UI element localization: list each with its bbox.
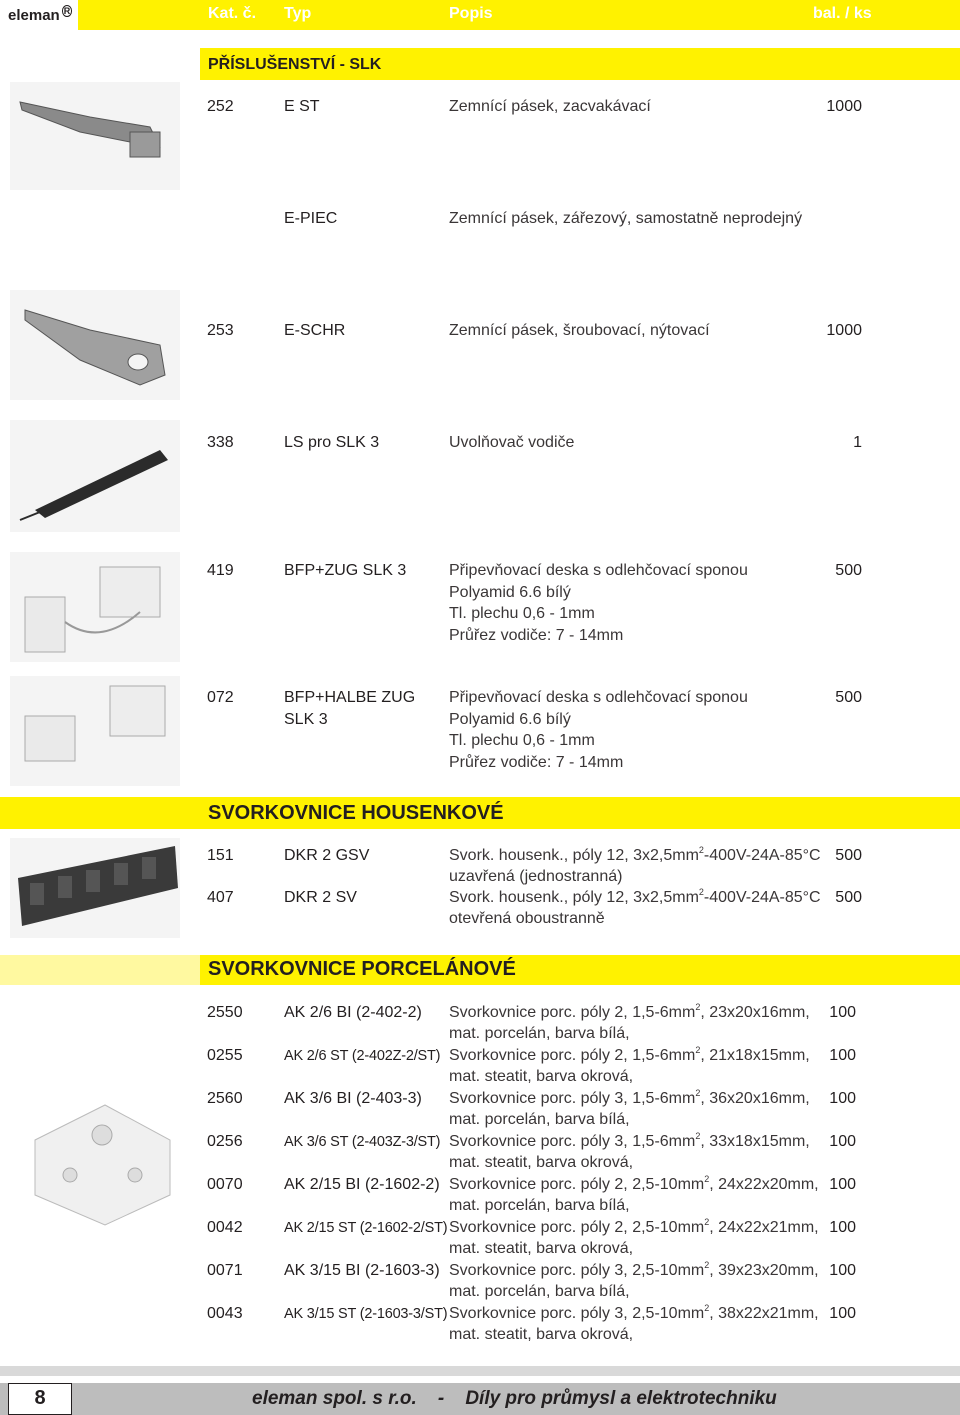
cell-popis: Polyamid 6.6 bílý [449, 584, 571, 601]
cell-bal: 1000 [826, 322, 862, 339]
superscript: 2 [695, 1088, 701, 1098]
footer-company: eleman spol. s r.o. [252, 1388, 417, 1409]
grounding-strip-screw-icon [10, 290, 180, 400]
popis-text: , 36x20x16mm, [700, 1090, 810, 1107]
page-number: 8 [8, 1383, 72, 1415]
column-header-bal: bal. / ks [813, 5, 872, 22]
cell-typ: E ST [284, 98, 320, 115]
cell-popis [449, 1305, 819, 1323]
cell-bal: 100 [829, 1305, 856, 1322]
cell-bal: 100 [829, 1090, 856, 1107]
cell-popis: Tl. plechu 0,6 - 1mm [449, 732, 595, 749]
cell-popis [449, 1219, 819, 1237]
cell-typ-line2: SLK 3 [284, 711, 328, 728]
column-header-typ: Typ [284, 5, 312, 22]
cell-popis [449, 1090, 810, 1108]
brand-logo [0, 0, 78, 30]
cell-kat: 338 [207, 434, 234, 451]
cell-kat: 253 [207, 322, 234, 339]
cell-popis [449, 1262, 819, 1280]
porcelain-terminal-icon [10, 1080, 180, 1230]
cell-popis: mat. steatit, barva okrová, [449, 1326, 634, 1343]
cell-kat: 2550 [207, 1004, 243, 1021]
cell-popis: mat. porcelán, barva bílá, [449, 1025, 630, 1042]
cell-popis: Zemnící pásek, zářezový, samostatně neprodejný [449, 210, 803, 227]
cell-bal: 500 [835, 689, 862, 706]
cell-typ: AK 2/6 BI (2-402-2) [284, 1004, 422, 1021]
popis-text: Svorkovnice porc. póly 2, 1,5-6mm [449, 1004, 696, 1021]
cell-popis [449, 1176, 819, 1194]
cell-kat: 0255 [207, 1047, 243, 1064]
registered-mark: R [63, 6, 71, 16]
cell-bal: 100 [829, 1176, 856, 1193]
cell-popis: Polyamid 6.6 bílý [449, 711, 571, 728]
superscript: 2 [704, 1303, 710, 1313]
cell-bal: 100 [829, 1133, 856, 1150]
cell-popis: uzavřená (jednostranná) [449, 868, 623, 885]
popis-text: , 21x18x15mm, [700, 1047, 810, 1064]
column-header-kat: Kat. č. [208, 5, 257, 22]
footer-divider [0, 1366, 960, 1376]
superscript: 2 [698, 887, 704, 897]
superscript: 2 [704, 1174, 710, 1184]
footer-text [252, 1388, 777, 1410]
product-image-e-st [10, 82, 180, 190]
section-title-porcelanove: SVORKOVNICE PORCELÁNOVÉ [208, 958, 516, 980]
cell-bal: 500 [835, 889, 862, 906]
popis-text: Svorkovnice porc. póly 3, 2,5-10mm [449, 1305, 705, 1322]
superscript: 2 [695, 1131, 701, 1141]
product-image-porcelanove [10, 1080, 180, 1230]
cell-popis: mat. porcelán, barva bílá, [449, 1111, 630, 1128]
popis-text: Svorkovnice porc. póly 3, 2,5-10mm [449, 1262, 705, 1279]
cell-kat: 0043 [207, 1305, 243, 1322]
cell-kat: 419 [207, 562, 234, 579]
cell-popis: mat. steatit, barva okrová, [449, 1068, 634, 1085]
grounding-strip-clip-icon [10, 82, 180, 190]
cell-typ: DKR 2 SV [284, 889, 357, 906]
product-image-housenkove [10, 838, 180, 938]
cell-kat: 072 [207, 689, 234, 706]
cell-typ: LS pro SLK 3 [284, 434, 380, 451]
cell-typ: BFP+HALBE ZUG [284, 689, 416, 706]
cell-typ: AK 3/15 BI (2-1603-3) [284, 1262, 440, 1279]
popis-text: , 23x20x16mm, [700, 1004, 810, 1021]
cell-typ: E-PIEC [284, 210, 338, 227]
cell-bal: 500 [835, 847, 862, 864]
product-image-bfp-halbe-zug [10, 676, 180, 786]
cell-bal: 1 [853, 434, 862, 451]
cell-bal: 100 [829, 1047, 856, 1064]
section-band-mask [0, 48, 200, 80]
superscript: 2 [695, 1045, 701, 1055]
popis-text: , 24x22x21mm, [709, 1219, 819, 1236]
cell-popis: otevřená oboustranně [449, 910, 605, 927]
cell-popis: Tl. plechu 0,6 - 1mm [449, 605, 595, 622]
cell-popis: mat. steatit, barva okrová, [449, 1154, 634, 1171]
popis-text: Svorkovnice porc. póly 2, 1,5-6mm [449, 1047, 696, 1064]
product-image-ls [10, 420, 180, 532]
logo-text: eleman [8, 7, 60, 24]
superscript: 2 [698, 845, 704, 855]
popis-text: Svork. housenk., póly 12, 3x2,5mm [449, 847, 699, 864]
cell-kat: 407 [207, 889, 234, 906]
popis-text: , 38x22x21mm, [709, 1305, 819, 1322]
cell-typ: DKR 2 GSV [284, 847, 370, 864]
cell-typ: E-SCHR [284, 322, 346, 339]
popis-text: -400V-24A-85°C [703, 889, 821, 906]
cell-popis [449, 1047, 810, 1065]
popis-text: , 39x23x20mm, [709, 1262, 819, 1279]
footer-separator: - [437, 1388, 445, 1409]
cell-bal: 100 [829, 1004, 856, 1021]
cell-kat: 0071 [207, 1262, 243, 1279]
cell-popis: Průřez vodiče: 7 - 14mm [449, 754, 624, 771]
cell-typ: BFP+ZUG SLK 3 [284, 562, 407, 579]
mounting-plate-half-icon [10, 676, 180, 786]
popis-text: Svorkovnice porc. póly 2, 2,5-10mm [449, 1219, 705, 1236]
cell-popis: mat. steatit, barva okrová, [449, 1240, 634, 1257]
cell-popis: Uvolňovač vodiče [449, 434, 575, 451]
popis-text: -400V-24A-85°C [703, 847, 821, 864]
cell-popis: mat. porcelán, barva bílá, [449, 1283, 630, 1300]
cell-typ: AK 2/15 BI (2-1602-2) [284, 1176, 440, 1193]
superscript: 2 [704, 1217, 710, 1227]
popis-text: , 33x18x15mm, [700, 1133, 810, 1150]
terminal-strip-icon [10, 838, 180, 938]
cell-bal: 100 [829, 1219, 856, 1236]
mounting-plate-icon [10, 552, 180, 662]
superscript: 2 [704, 1260, 710, 1270]
screwdriver-icon [10, 420, 180, 532]
cell-popis: Připevňovací deska s odlehčovací sponou [449, 562, 748, 579]
cell-popis [449, 889, 821, 907]
cell-popis: Průřez vodiče: 7 - 14mm [449, 627, 624, 644]
cell-popis: Připevňovací deska s odlehčovací sponou [449, 689, 748, 706]
cell-popis: mat. porcelán, barva bílá, [449, 1197, 630, 1214]
cell-kat: 0256 [207, 1133, 243, 1150]
cell-kat: 0042 [207, 1219, 243, 1236]
cell-popis [449, 1004, 810, 1022]
cell-kat: 252 [207, 98, 234, 115]
popis-text: Svorkovnice porc. póly 2, 2,5-10mm [449, 1176, 705, 1193]
superscript: 2 [695, 1002, 701, 1012]
popis-text: Svork. housenk., póly 12, 3x2,5mm [449, 889, 699, 906]
cell-popis [449, 847, 821, 865]
popis-text: , 24x22x20mm, [709, 1176, 819, 1193]
cell-typ: AK 3/15 ST (2-1603-3/ST) [284, 1306, 448, 1322]
cell-kat: 151 [207, 847, 234, 864]
cell-typ: AK 2/15 ST (2-1602-2/ST) [284, 1220, 448, 1236]
section-title-accessories: PŘÍSLUŠENSTVÍ - SLK [208, 56, 382, 73]
footer-slogan: Díly pro průmysl a elektrotechniku [465, 1388, 777, 1409]
cell-popis: Zemnící pásek, zacvakávací [449, 98, 651, 115]
cell-kat: 0070 [207, 1176, 243, 1193]
cell-bal: 500 [835, 562, 862, 579]
product-image-bfp-zug [10, 552, 180, 662]
cell-typ: AK 3/6 BI (2-403-3) [284, 1090, 422, 1107]
popis-text: Svorkovnice porc. póly 3, 1,5-6mm [449, 1133, 696, 1150]
cell-bal: 1000 [826, 98, 862, 115]
cell-bal: 100 [829, 1262, 856, 1279]
cell-kat: 2560 [207, 1090, 243, 1107]
cell-typ: AK 3/6 ST (2-403Z-3/ST) [284, 1134, 441, 1150]
product-image-e-schr [10, 290, 180, 400]
column-header-popis: Popis [449, 5, 493, 22]
cell-typ: AK 2/6 ST (2-402Z-2/ST) [284, 1048, 441, 1064]
popis-text: Svorkovnice porc. póly 3, 1,5-6mm [449, 1090, 696, 1107]
section-band-fade [0, 955, 200, 985]
cell-popis: Zemnící pásek, šroubovací, nýtovací [449, 322, 710, 339]
section-title-housenkove: SVORKOVNICE HOUSENKOVÉ [208, 802, 504, 824]
cell-popis [449, 1133, 810, 1151]
